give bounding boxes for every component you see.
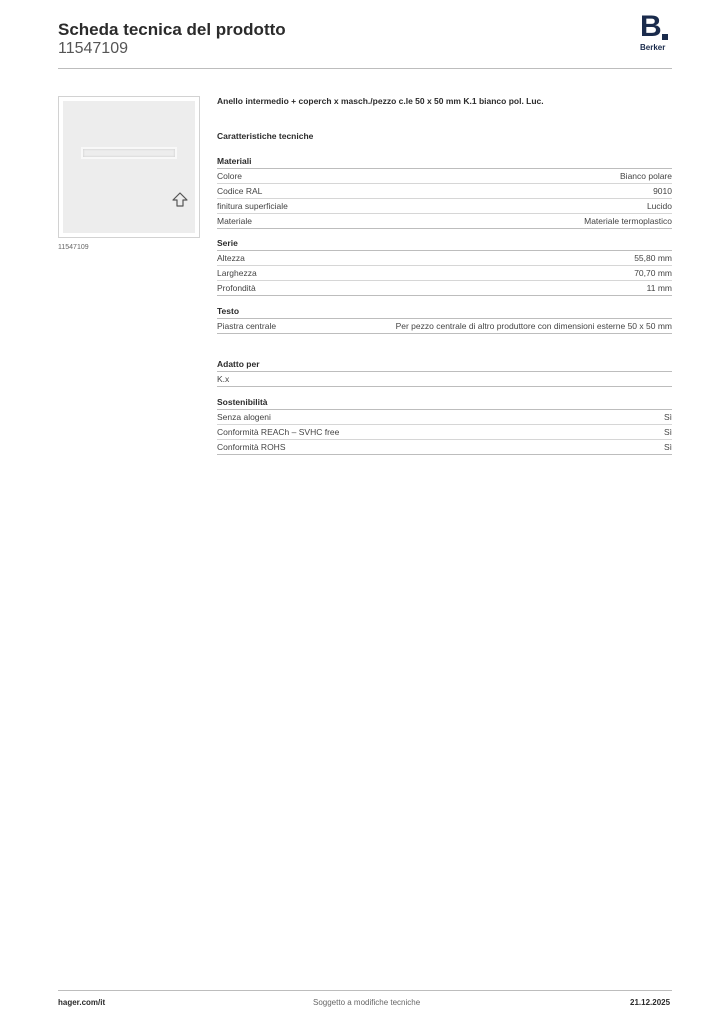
- group-serie: [217, 237, 672, 296]
- spec-label: Altezza: [217, 253, 245, 263]
- footer-divider: [58, 990, 672, 991]
- group-title: Sostenibilità: [217, 396, 672, 410]
- group-testo: [217, 305, 672, 334]
- spec-row: [217, 425, 672, 440]
- group-title: Serie: [217, 237, 672, 251]
- spec-label: Codice RAL: [217, 186, 263, 196]
- footer-website-link[interactable]: hager.com/it: [58, 998, 106, 1007]
- spec-label: Profondità: [217, 283, 256, 293]
- spec-label: Conformità REACh – SVHC free: [217, 427, 340, 437]
- spec-value: Sì: [663, 427, 672, 437]
- arrow-up-icon: [171, 191, 189, 209]
- spec-value: 55,80 mm: [634, 253, 672, 263]
- logo-letter: B: [640, 10, 662, 43]
- group-materiali: [217, 155, 672, 229]
- spec-label: Senza alogeni: [217, 412, 271, 422]
- page-title: Scheda tecnica del prodotto: [58, 20, 286, 39]
- spec-value: Lucido: [646, 201, 672, 211]
- footer-date: 21.12.2025: [630, 998, 671, 1007]
- spec-value: Sì: [663, 442, 672, 452]
- footer-note: Soggetto a modifiche tecniche: [313, 998, 421, 1007]
- logo-name: Berker: [640, 43, 666, 52]
- product-photo: [63, 101, 195, 233]
- group-adatto-per: [217, 358, 672, 387]
- spec-row: [217, 372, 672, 387]
- header-divider: [58, 68, 672, 69]
- spec-label: Conformità ROHS: [217, 442, 286, 452]
- spec-row: [217, 266, 672, 281]
- image-caption: 11547109: [58, 244, 89, 251]
- spec-value: Materiale termoplastico: [584, 216, 672, 226]
- spec-value: 9010: [653, 186, 672, 196]
- spec-label: K.x: [217, 374, 230, 384]
- group-title: Testo: [217, 305, 672, 319]
- logo-dot: [662, 34, 668, 40]
- product-description: Anello intermedio + coperch x masch./pezzo c.le 50 x 50 mm K.1 bianco pol. Luc.: [217, 96, 544, 106]
- group-title: Materiali: [217, 155, 672, 169]
- spec-label: Colore: [217, 171, 243, 181]
- spec-value: Bianco polare: [620, 171, 672, 181]
- group-title: Adatto per: [217, 358, 672, 372]
- product-image: [58, 96, 200, 238]
- spec-row: [217, 214, 672, 229]
- spec-row: [217, 410, 672, 425]
- article-number: 11547109: [58, 40, 128, 57]
- spec-value: Sì: [663, 412, 672, 422]
- spec-label: Materiale: [217, 216, 252, 226]
- spec-label: finitura superficiale: [217, 201, 288, 211]
- spec-value: 70,70 mm: [634, 268, 672, 278]
- label-slot: [81, 147, 177, 159]
- spec-row: [217, 169, 672, 184]
- spec-row: [217, 319, 672, 334]
- spec-label: Piastra centrale: [217, 321, 277, 331]
- spec-label: Larghezza: [217, 268, 257, 278]
- berker-logo: [640, 10, 674, 54]
- spec-row: [217, 440, 672, 455]
- spec-row: [217, 184, 672, 199]
- spec-row: [217, 199, 672, 214]
- spec-value: Per pezzo centrale di altro produttore con dimensioni esterne 50 x 50 mm: [395, 321, 672, 331]
- specs-title: Caratteristiche tecniche: [217, 131, 314, 141]
- group-sostenibilita: [217, 396, 672, 455]
- spec-value: 11 mm: [646, 283, 672, 293]
- spec-row: [217, 251, 672, 266]
- spec-row: [217, 281, 672, 296]
